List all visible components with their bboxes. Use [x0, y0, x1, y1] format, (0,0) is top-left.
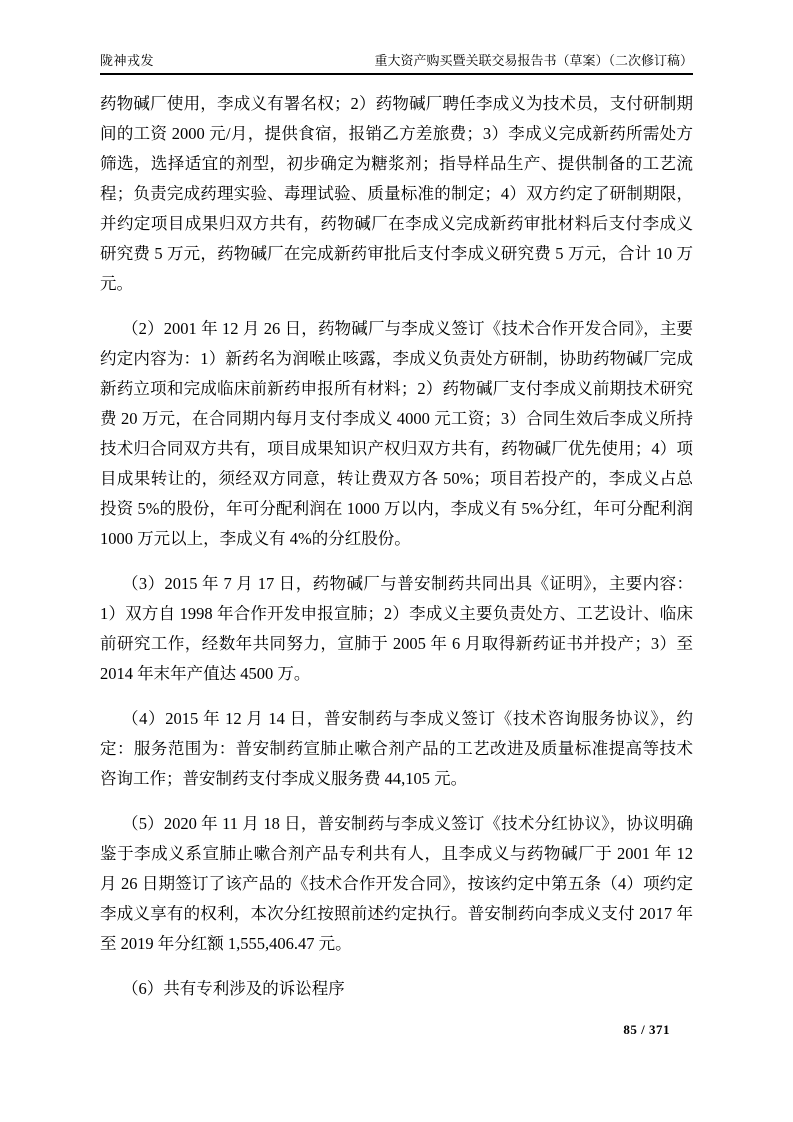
- paragraph-item-3: （3）2015 年 7 月 17 日，药物碱厂与普安制药共同出具《证明》，主要内容：1）双方自 1998 年合作开发申报宣肺；2）李成义主要负责处方、工艺设计、临床前研究工作，经数年共同努力，宣肺于 2005 年 6 月取得新药证书并投产；3）至 2014 年末年产值达 4500 万。: [100, 574, 693, 683]
- paragraph-item-2: （2）2001 年 12 月 26 日，药物碱厂与李成义签订《技术合作开发合同》，主要约定内容为：1）新药名为润喉止咳露，李成义负责处方研制，协助药物碱厂完成新药立项和完成临床前新药申报所有材料；2）药物碱厂支付李成义前期技术研究费 20 万元，在合同期内每月支付李成义 4000 元工资；3）合同生效后李成义所持技术归合同双方共有，项目成果知识产权归双方共有，药物碱厂优先使用；4）项目成果转让的，须经双方同意，转让费双方各 50%；项目若投产的，李成义占总投资 5%的股份，年可分配利润在 1000 万以内，李成义有 5%分红，年可分配利润 1000 万元以上，李成义有 4%的分红股份。: [100, 319, 693, 548]
- document-body: [100, 75, 693, 1004]
- paragraph-item-6-heading: （6）共有专利涉及的诉讼程序: [122, 979, 345, 998]
- page-number: 85 / 371: [623, 1022, 670, 1037]
- page-header: [100, 52, 693, 75]
- paragraph-continuation: 药物碱厂使用，李成义有署名权；2）药物碱厂聘任李成义为技术员，支付研制期间的工资 2000 元/月，提供食宿，报销乙方差旅费；3）李成义完成新药所需处方筛选，选择适宜的剂型，初步确定为糖浆剂；指导样品生产、提供制备的工艺流程；负责完成药理实验、毒理试验、质量标准的制定；4）双方约定了研制期限，并约定项目成果归双方共有，药物碱厂在李成义完成新药审批材料后支付李成义研究费 5 万元，药物碱厂在完成新药审批后支付李成义研究费 5 万元，合计 10 万元。: [100, 94, 693, 293]
- header-company-short-name: 陇神戎发: [100, 53, 155, 68]
- paragraph-item-4: （4）2015 年 12 月 14 日，普安制药与李成义签订《技术咨询服务协议》，约定：服务范围为：普安制药宣肺止嗽合剂产品的工艺改进及质量标准提高等技术咨询工作；普安制药支付李成义服务费 44,105 元。: [100, 709, 693, 788]
- paragraph-item-5: （5）2020 年 11 月 18 日，普安制药与李成义签订《技术分红协议》，协议明确鉴于李成义系宣肺止嗽合剂产品专利共有人，且李成义与药物碱厂于 2001 年 12 月 26 日期签订了该产品的《技术合作开发合同》，按该约定中第五条（4）项约定李成义享有的权利，本次分红按照前述约定执行。普安制药向李成义支付 2017 年至 2019 年分红额 1,555,406.47 元。: [100, 814, 693, 953]
- header-report-title: 重大资产购买暨关联交易报告书（草案）（二次修订稿）: [374, 53, 693, 68]
